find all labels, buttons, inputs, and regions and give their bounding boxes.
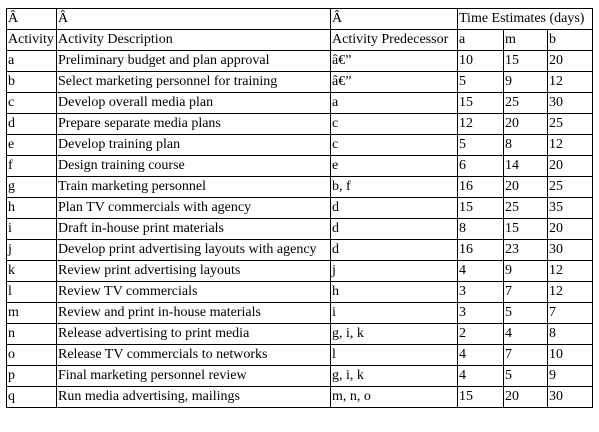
table-row <box>7 156 593 177</box>
most-likely-cell: 23 <box>504 240 548 261</box>
description-cell: Release TV commercials to networks <box>57 345 331 366</box>
pessimistic-cell: 10 <box>548 345 593 366</box>
description-cell: Preliminary budget and plan approval <box>57 51 331 72</box>
predecessor-cell: m, n, o <box>331 387 458 408</box>
optimistic-cell: 3 <box>458 303 504 324</box>
table-row <box>7 93 593 114</box>
optimistic-column-header: a <box>458 30 504 51</box>
activity-column-header: Activity <box>7 30 57 51</box>
description-cell: Develop overall media plan <box>57 93 331 114</box>
pessimistic-cell: 12 <box>548 261 593 282</box>
description-cell: Run media advertising, mailings <box>57 387 331 408</box>
table-row <box>7 345 593 366</box>
description-cell: Release advertising to print media <box>57 324 331 345</box>
optimistic-cell: 15 <box>458 93 504 114</box>
description-cell: Develop print advertising layouts with agency <box>57 240 331 261</box>
pessimistic-cell: 25 <box>548 114 593 135</box>
predecessor-cell: a <box>331 93 458 114</box>
activity-table-body <box>7 9 593 408</box>
description-cell: Develop training plan <box>57 135 331 156</box>
table-row <box>7 114 593 135</box>
pessimistic-cell: 9 <box>548 366 593 387</box>
optimistic-cell: 16 <box>458 240 504 261</box>
activity-cell: o <box>7 345 57 366</box>
predecessor-cell: l <box>331 345 458 366</box>
pessimistic-cell: 7 <box>548 303 593 324</box>
table-row <box>7 240 593 261</box>
optimistic-cell: 4 <box>458 366 504 387</box>
optimistic-cell: 6 <box>458 156 504 177</box>
table-row <box>7 135 593 156</box>
most-likely-cell: 15 <box>504 219 548 240</box>
description-cell: Select marketing personnel for training <box>57 72 331 93</box>
time-estimates-header: Time Estimates (days) <box>458 9 593 30</box>
most-likely-cell: 9 <box>504 261 548 282</box>
pessimistic-cell: 25 <box>548 177 593 198</box>
pessimistic-cell: 12 <box>548 135 593 156</box>
description-column-header: Activity Description <box>57 30 331 51</box>
most-likely-cell: 25 <box>504 198 548 219</box>
activity-cell: c <box>7 93 57 114</box>
optimistic-cell: 12 <box>458 114 504 135</box>
optimistic-cell: 4 <box>458 345 504 366</box>
predecessor-cell: d <box>331 240 458 261</box>
activity-cell: e <box>7 135 57 156</box>
header-top-cell-1: Â <box>7 9 57 30</box>
predecessor-column-header: Activity Predecessor <box>331 30 458 51</box>
description-cell: Plan TV commercials with agency <box>57 198 331 219</box>
most-likely-cell: 8 <box>504 135 548 156</box>
optimistic-cell: 16 <box>458 177 504 198</box>
description-cell: Design training course <box>57 156 331 177</box>
predecessor-cell: g, i, k <box>331 324 458 345</box>
pessimistic-cell: 8 <box>548 324 593 345</box>
optimistic-cell: 3 <box>458 282 504 303</box>
predecessor-cell: c <box>331 135 458 156</box>
optimistic-cell: 10 <box>458 51 504 72</box>
activity-cell: a <box>7 51 57 72</box>
optimistic-cell: 4 <box>458 261 504 282</box>
header-top-cell-2: Â <box>57 9 331 30</box>
most-likely-column-header: m <box>504 30 548 51</box>
pessimistic-cell: 30 <box>548 387 593 408</box>
most-likely-cell: 5 <box>504 303 548 324</box>
pessimistic-cell: 20 <box>548 219 593 240</box>
pessimistic-cell: 30 <box>548 93 593 114</box>
table-row <box>7 324 593 345</box>
pessimistic-cell: 12 <box>548 72 593 93</box>
table-row <box>7 387 593 408</box>
description-cell: Review TV commercials <box>57 282 331 303</box>
predecessor-cell: e <box>331 156 458 177</box>
pessimistic-cell: 35 <box>548 198 593 219</box>
table-row <box>7 261 593 282</box>
activity-cell: d <box>7 114 57 135</box>
activity-cell: f <box>7 156 57 177</box>
table-row <box>7 72 593 93</box>
predecessor-cell: h <box>331 282 458 303</box>
predecessor-cell: c <box>331 114 458 135</box>
table-row <box>7 303 593 324</box>
activity-cell: m <box>7 303 57 324</box>
pessimistic-cell: 20 <box>548 156 593 177</box>
optimistic-cell: 5 <box>458 135 504 156</box>
predecessor-cell: j <box>331 261 458 282</box>
predecessor-cell: â€” <box>331 72 458 93</box>
most-likely-cell: 25 <box>504 93 548 114</box>
optimistic-cell: 8 <box>458 219 504 240</box>
pessimistic-cell: 30 <box>548 240 593 261</box>
pessimistic-cell: 12 <box>548 282 593 303</box>
most-likely-cell: 15 <box>504 51 548 72</box>
description-cell: Review print advertising layouts <box>57 261 331 282</box>
optimistic-cell: 5 <box>458 72 504 93</box>
table-row <box>7 51 593 72</box>
description-cell: Final marketing personnel review <box>57 366 331 387</box>
predecessor-cell: i <box>331 303 458 324</box>
most-likely-cell: 4 <box>504 324 548 345</box>
description-cell: Train marketing personnel <box>57 177 331 198</box>
most-likely-cell: 20 <box>504 177 548 198</box>
most-likely-cell: 14 <box>504 156 548 177</box>
table-row <box>7 282 593 303</box>
most-likely-cell: 5 <box>504 366 548 387</box>
table-row <box>7 198 593 219</box>
activity-table <box>6 8 593 408</box>
table-row <box>7 366 593 387</box>
activity-cell: j <box>7 240 57 261</box>
predecessor-cell: d <box>331 219 458 240</box>
activity-cell: b <box>7 72 57 93</box>
optimistic-cell: 15 <box>458 198 504 219</box>
description-cell: Prepare separate media plans <box>57 114 331 135</box>
most-likely-cell: 20 <box>504 114 548 135</box>
pessimistic-column-header: b <box>548 30 593 51</box>
most-likely-cell: 9 <box>504 72 548 93</box>
description-cell: Draft in-house print materials <box>57 219 331 240</box>
header-top-cell-3: Â <box>331 9 458 30</box>
predecessor-cell: g, i, k <box>331 366 458 387</box>
activity-cell: p <box>7 366 57 387</box>
header-row-columns <box>7 30 593 51</box>
activity-cell: n <box>7 324 57 345</box>
activity-cell: l <box>7 282 57 303</box>
header-row-top <box>7 9 593 30</box>
activity-cell: i <box>7 219 57 240</box>
optimistic-cell: 15 <box>458 387 504 408</box>
most-likely-cell: 7 <box>504 282 548 303</box>
activity-cell: g <box>7 177 57 198</box>
pessimistic-cell: 20 <box>548 51 593 72</box>
activity-cell: h <box>7 198 57 219</box>
activity-cell: k <box>7 261 57 282</box>
table-row <box>7 219 593 240</box>
description-cell: Review and print in-house materials <box>57 303 331 324</box>
predecessor-cell: d <box>331 198 458 219</box>
activity-cell: q <box>7 387 57 408</box>
predecessor-cell: b, f <box>331 177 458 198</box>
predecessor-cell: â€” <box>331 51 458 72</box>
table-row <box>7 177 593 198</box>
optimistic-cell: 2 <box>458 324 504 345</box>
most-likely-cell: 7 <box>504 345 548 366</box>
most-likely-cell: 20 <box>504 387 548 408</box>
